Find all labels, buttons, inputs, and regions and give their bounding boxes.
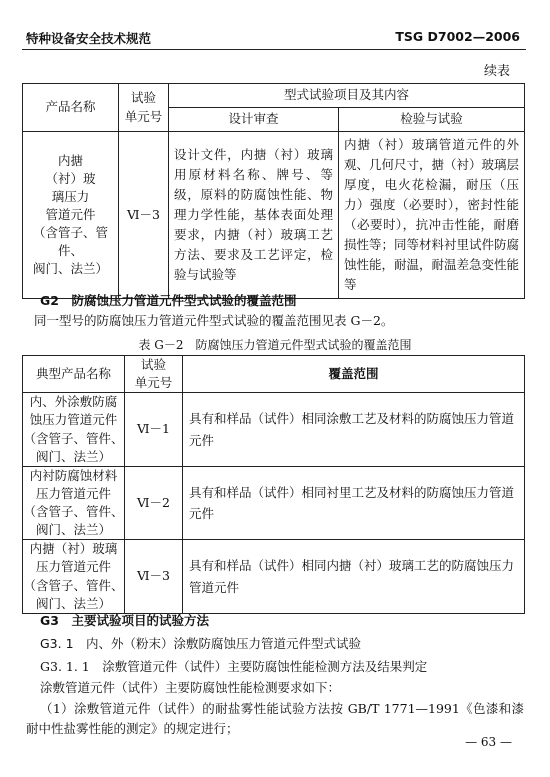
section-g2-heading: G2 防腐蚀压力管道元件型式试验的覆盖范围 [40,293,297,308]
cell-product-name: 内搪 （衬）玻 璃压力 管道元件 （含管子、管件、 阀门、法兰） [23,132,119,299]
cell-coverage: 具有和样品（试件）相同涂敷工艺及材料的防腐蚀压力管道元件 [183,393,525,467]
cell-unit: Ⅵ－1 [125,393,183,467]
header-rule [22,49,526,50]
section-g3-1-heading [40,634,361,652]
col-header-inspection: 检验与试验 [339,108,525,132]
cell-product-name: 内衬防腐蚀材料 压力管道元件 （含管子、管件、 阀门、法兰） [23,466,125,540]
cell-coverage: 具有和样品（试件）相同内搪（衬）玻璃工艺的防腐蚀压力管道元件 [183,540,525,614]
table-row [23,393,525,467]
col-header-typical-product: 典型产品名称 [23,356,125,393]
cell-inspection: 内搪（衬）玻璃管道元件的外观、几何尺寸，搪（衬）玻璃层厚度，电火花检漏，耐压（压力）强度（必要时），密封性能（必要时），抗冲击性能，耐磨损性等；同等材料衬里试件防腐蚀性能，耐温，耐温差急变性能等 [339,132,525,299]
cell-unit: Ⅵ－2 [125,466,183,540]
col-header-unit: 试验 单元号 [125,356,183,393]
col-header-design-review: 设计审查 [169,108,339,132]
header-title: 特种设备安全技术规范 [26,31,152,46]
col-header-product-name: 产品名称 [23,84,119,132]
section-g3-heading: G3 主要试验项目的试验方法 [40,613,209,628]
section-g2-text: 同一型号的防腐蚀压力管道元件型式试验的覆盖范围见表 G－2。 [34,313,394,328]
table-row [23,540,525,614]
cell-unit: Ⅵ－3 [119,132,169,299]
table-g1-continued [22,83,525,299]
cell-design-review: 设计文件，内搪（衬）玻璃用原材料名称、牌号、等级，原料的防腐蚀性能、物理力学性能，基体表面处理要求，内搪（衬）玻璃工艺方法、要求及工艺评定，检验与试验等 [169,132,339,299]
page-number: — 63 — [465,735,512,749]
table-g2 [22,355,525,614]
table-row [23,132,525,299]
col-header-test-items: 型式试验项目及其内容 [169,84,525,108]
paragraph-salt-spray: （1）涂敷管道元件（试件）的耐盐雾性能试验方法按 GB/T 1771—1991《色漆和漆耐中性盐雾性能的测定》的规定进行； [26,701,524,736]
section-g3-1-1-heading: G3. 1. 1 涂敷管道元件（试件）主要防腐蚀性能检测方法及结果判定 [40,659,428,674]
cell-product-name: 内、外涂敷防腐 蚀压力管道元件 （含管子、管件、 阀门、法兰） [23,393,125,467]
cell-coverage: 具有和样品（试件）相同衬里工艺及材料的防腐蚀压力管道元件 [183,466,525,540]
table-row [23,466,525,540]
col-header-coverage: 覆盖范围 [183,356,525,393]
section-g3-1-text: G3. 1 内、外（粉末）涂敷防腐蚀压力管道元件型式试验 [40,636,362,651]
continued-label: 续表 [483,64,510,79]
cell-unit: Ⅵ－3 [125,540,183,614]
col-header-unit: 试验 单元号 [119,84,169,132]
cell-product-name: 内搪（衬）玻璃 压力管道元件 （含管子、管件、 阀门、法兰） [23,540,125,614]
table-g2-caption: 表 G－2 防腐蚀压力管道元件型式试验的覆盖范围 [138,338,412,352]
paragraph-requirements: 涂敷管道元件（试件）主要防腐蚀性能检测要求如下： [40,680,341,695]
header-standard-code: TSG D7002—2006 [395,29,520,44]
